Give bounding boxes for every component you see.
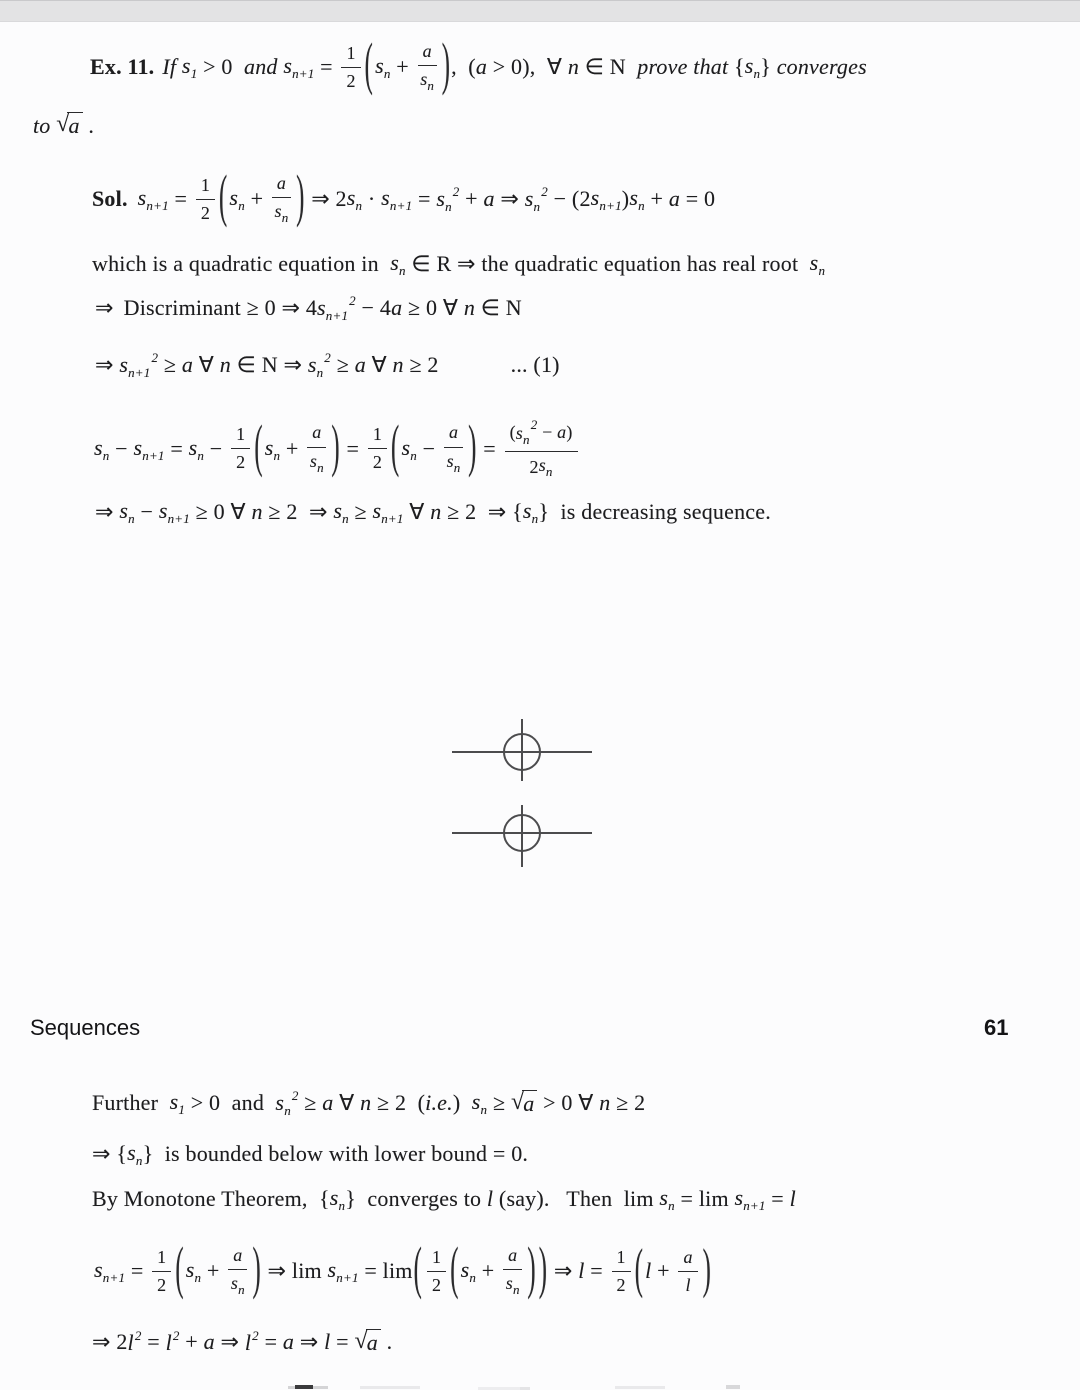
math-line-squares-inequality: ⇒ $s_{n+1}^2$ ≥ a ∀ n ∈ N ⇒ $s_n^2$ ≥ a ∀ n ≥ 2 ... (1) [95, 350, 560, 380]
math-line-discriminant: ⇒ Discriminant ≥ 0 ⇒ 4 $s_{n+1}^2$ − 4 a ≥ 0 ∀ n ∈ N [95, 293, 522, 323]
math-line-decreasing-conclusion: ⇒ $s_n$ − $s_{n+1}$ ≥ 0 ∀ n ≥ 2 ⇒ $s_n$ ≥ $s_{n+1}$ ∀ n ≥ 2 ⇒ { $s_n$ } is decreasing sequence. [95, 498, 771, 526]
math-line-bounded-below: ⇒ { $s_n$ } is bounded below with lower bound = 0. [92, 1140, 529, 1168]
math-line-difference-identity: $s_n$ − $s_{n+1}$ = $s_n$ − $\frac{1}{2}$ ( $s_n$ + $\frac{a}{s_n}$ ) = $\frac{1}{2}$ ( $s_n$ − $\frac{a}{s_n}$ ) = ( $s_n^2$ − a ) 2 $s_n$ [94, 417, 581, 481]
math-line-final-result: ⇒ 2 $l^2$ = $l^2$ + a ⇒ $l^2$ = a ⇒ l = √ a . [92, 1327, 393, 1355]
math-line-solution-start: Sol. $s_{n+1}$ = $\frac{1}{2}$ ( $s_n$ + $\frac{a}{s_n}$ ) ⇒ 2 $s_n$ · $s_{n+1}$ = $s_n^2$ + a ⇒ $s_n^2$ − (2 $s_{n+1}$ ) $s_n$ + a = 0 [92, 165, 716, 230]
bottom-edge-text-remnant [360, 1386, 420, 1389]
math-line-example-statement: Ex. 11. If $s_1$ > 0 and $s_{n+1}$ = $\frac{1}{2}$ ( $s_n$ + $\frac{a}{s_n}$ ) , ( a > 0), ∀ n ∈ N prove that { $s_n$ } converges [90, 33, 867, 98]
math-line-quadratic-remark: which is a quadratic equation in $s_n$ ∈ R ⇒ the quadratic equation has real root $s_n$ [92, 250, 826, 278]
bottom-edge-text-remnant [615, 1386, 665, 1389]
math-line-further-bound: Further $s_1$ > 0 and $s_n^2$ ≥ a ∀ n ≥ 2 ( i.e. ) $s_n$ ≥ √ a > 0 ∀ n ≥ 2 [92, 1088, 646, 1118]
bottom-edge-text-remnant [295, 1385, 313, 1389]
math-line-to-sqrt-a: to √ a . [33, 111, 95, 138]
page-break-band [0, 0, 1080, 22]
math-line-limit-equation: $s_{n+1}$ = $\frac{1}{2}$ ( $s_n$ + $\frac{a}{s_n}$ ) ⇒ lim $s_{n+1}$ = lim ( $\frac{1}{2}$ ( $s_n$ + $\frac{a}{s_n}$ ) ) ⇒ l = $\frac{1}{2}$ ( l + $\frac{a}{l}$ ) [94, 1237, 712, 1302]
section-title: Sequences [30, 1015, 141, 1040]
bottom-edge-text-remnant [726, 1385, 740, 1389]
page-number: 61 [984, 1015, 1009, 1040]
math-line-monotone-theorem: By Monotone Theorem, { $s_n$ } converges to l (say). Then lim $s_n$ = lim $s_{n+1}$ = l [92, 1185, 796, 1213]
